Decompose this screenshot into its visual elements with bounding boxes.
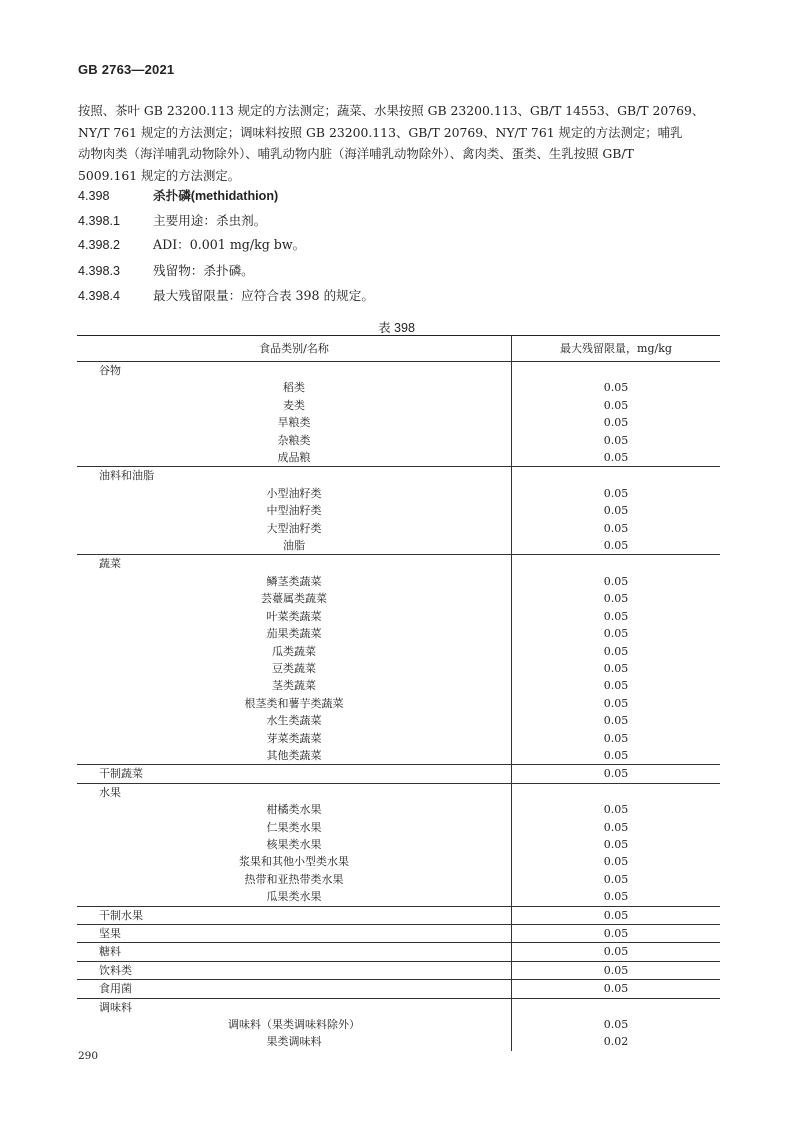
table-header-row: [77, 336, 720, 362]
table-row: [77, 379, 720, 396]
subcategory-cell: 热带和亚热带类水果: [77, 871, 512, 888]
table-row: [77, 906, 720, 924]
subcategory-cell: 浆果和其他小型类水果: [77, 853, 512, 870]
table-row: [77, 836, 720, 853]
section-title-cn: 杀扑磷: [153, 188, 191, 203]
subcategory-cell: 成品粮: [77, 449, 512, 467]
subcategory-cell: 豆类蔬菜: [77, 660, 512, 677]
item-number: 4.398.2: [78, 238, 121, 252]
table-row: [77, 485, 720, 502]
intro-line: NY/T 761 规定的方法测定；调味料按照 GB 23200.113、GB/T 20769、NY/T 761 规定的方法测定；哺乳: [78, 124, 683, 140]
table-row: [77, 397, 720, 414]
table-row: [77, 573, 720, 590]
category-cell: 谷物: [77, 362, 512, 380]
table-row: [77, 660, 720, 677]
category-cell: 饮料类: [77, 961, 512, 979]
section-item: [78, 287, 738, 305]
mrl-value-cell: 0.05: [512, 943, 721, 961]
subcategory-cell: 瓜类蔬菜: [77, 643, 512, 660]
section-item: [78, 236, 738, 254]
section-item: [78, 262, 738, 280]
mrl-value-cell: 0.05: [512, 980, 721, 998]
header-food-category: 食品类别/名称: [77, 336, 512, 362]
table-row: [77, 819, 720, 836]
category-cell: 坚果: [77, 925, 512, 943]
table-row: [77, 765, 720, 783]
section-title: [153, 188, 278, 203]
mrl-value-cell: 0.05: [603, 661, 629, 675]
category-cell: 油料和油脂: [77, 467, 512, 485]
table-row: [77, 555, 720, 573]
mrl-value-cell: [512, 783, 721, 801]
mrl-value-cell: 0.05: [512, 747, 721, 765]
intro-line: 5009.161 规定的方法测定。: [78, 167, 241, 183]
section-heading: [78, 187, 738, 205]
intro-paragraph: [78, 100, 718, 186]
table-row: [77, 871, 720, 888]
section-item: [78, 212, 738, 230]
item-text: 主要用途：杀虫剂。: [153, 213, 267, 228]
mrl-value-cell: 0.05: [603, 679, 629, 693]
intro-line: 动物肉类（海洋哺乳动物除外）、哺乳动物内脏（海洋哺乳动物除外）、禽肉类、蛋类、生乳按照 GB/T: [78, 146, 634, 161]
mrl-value-cell: [512, 555, 721, 573]
subcategory-cell: 果类调味料: [77, 1033, 512, 1050]
mrl-value-cell: [512, 467, 721, 485]
mrl-value-cell: 0.05: [603, 837, 629, 851]
subcategory-cell: 旱粮类: [77, 414, 512, 431]
table-row: [77, 1016, 720, 1033]
section-title-en: (methidathion): [190, 189, 279, 203]
category-cell: 蔬菜: [77, 555, 512, 573]
table-row: [77, 643, 720, 660]
subcategory-cell: 其他类蔬菜: [77, 747, 512, 765]
mrl-value-cell: 0.05: [603, 820, 629, 834]
mrl-value-cell: 0.05: [512, 961, 721, 979]
mrl-value-cell: 0.05: [603, 433, 629, 447]
table-row: [77, 537, 720, 555]
subcategory-cell: 大型油籽类: [77, 520, 512, 537]
subcategory-cell: 稻类: [77, 379, 512, 396]
category-cell: 干制水果: [77, 906, 512, 924]
mrl-value-cell: 0.05: [512, 765, 721, 783]
table-row: [77, 980, 720, 998]
mrl-value-cell: 0.05: [603, 803, 629, 817]
mrl-value-cell: 0.05: [512, 449, 721, 467]
mrl-value-cell: [512, 362, 721, 380]
mrl-value-cell: 0.05: [603, 381, 629, 395]
item-text: ADI：0.001 mg/kg bw。: [153, 237, 306, 252]
mrl-value-cell: 0.05: [512, 925, 721, 943]
mrl-value-cell: 0.05: [603, 696, 629, 710]
mrl-value-cell: 0.05: [512, 888, 721, 906]
subcategory-cell: 芸薹属类蔬菜: [77, 590, 512, 607]
table-row: [77, 998, 720, 1016]
mrl-value-cell: 0.05: [603, 416, 629, 430]
table-row: [77, 853, 720, 870]
mrl-value-cell: 0.05: [603, 855, 629, 869]
table-row: [77, 730, 720, 747]
mrl-value-cell: 0.05: [603, 486, 629, 500]
category-cell: 干制蔬菜: [77, 765, 512, 783]
item-number: 4.398.4: [78, 289, 121, 303]
table-row: [77, 961, 720, 979]
mrl-value-cell: 0.05: [603, 1018, 629, 1032]
table-row: [77, 414, 720, 431]
table-row: [77, 362, 720, 380]
subcategory-cell: 茎类蔬菜: [77, 677, 512, 694]
table-row: [77, 943, 720, 961]
table-row: [77, 677, 720, 694]
mrl-value-cell: 0.05: [603, 592, 629, 606]
subcategory-cell: 瓜果类水果: [77, 888, 512, 906]
table-row: [77, 520, 720, 537]
table-row: [77, 747, 720, 765]
mrl-value-cell: 0.05: [512, 537, 721, 555]
table-row: [77, 801, 720, 818]
mrl-value-cell: 0.05: [603, 521, 629, 535]
category-cell: 调味料: [77, 998, 512, 1016]
subcategory-cell: 仁果类水果: [77, 819, 512, 836]
item-text: 残留物：杀扑磷。: [153, 263, 254, 278]
category-cell: 糖料: [77, 943, 512, 961]
table-row: [77, 590, 720, 607]
table-row: [77, 432, 720, 449]
subcategory-cell: 中型油籽类: [77, 502, 512, 519]
item-number: 4.398.3: [78, 264, 121, 278]
standard-code: GB 2763—2021: [78, 62, 175, 77]
item-number: 4.398.1: [78, 214, 121, 228]
subcategory-cell: 油脂: [77, 537, 512, 555]
table-row: [77, 925, 720, 943]
table-row: [77, 502, 720, 519]
subcategory-cell: 小型油籽类: [77, 485, 512, 502]
mrl-value-cell: 0.05: [603, 574, 629, 588]
table-row: [77, 625, 720, 642]
item-text: 最大残留限量：应符合表 398 的规定。: [153, 288, 374, 303]
mrl-value-cell: 0.05: [603, 644, 629, 658]
mrl-value-cell: 0.05: [603, 609, 629, 623]
table-row: [77, 608, 720, 625]
table-row: [77, 888, 720, 906]
category-cell: 食用菌: [77, 980, 512, 998]
table-row: [77, 712, 720, 729]
table-body: [77, 362, 720, 1051]
subcategory-cell: 麦类: [77, 397, 512, 414]
mrl-value-cell: [512, 998, 721, 1016]
subcategory-cell: 芽菜类蔬菜: [77, 730, 512, 747]
subcategory-cell: 叶菜类蔬菜: [77, 608, 512, 625]
mrl-table: [77, 335, 720, 1051]
table-row: [77, 783, 720, 801]
subcategory-cell: 茄果类蔬菜: [77, 625, 512, 642]
subcategory-cell: 根茎类和薯芋类蔬菜: [77, 695, 512, 712]
table-caption: 表 398: [377, 321, 416, 335]
page-number: 290: [78, 1050, 99, 1062]
mrl-value-cell: 0.05: [603, 398, 629, 412]
mrl-value-cell: 0.05: [603, 504, 629, 518]
mrl-value-cell: 0.05: [603, 714, 629, 728]
section-number: 4.398: [78, 189, 110, 203]
subcategory-cell: 柑橘类水果: [77, 801, 512, 818]
mrl-value-cell: 0.05: [603, 731, 629, 745]
table-row: [77, 1033, 720, 1050]
subcategory-cell: 核果类水果: [77, 836, 512, 853]
subcategory-cell: 鳞茎类蔬菜: [77, 573, 512, 590]
mrl-value-cell: 0.05: [603, 627, 629, 641]
mrl-value-cell: 0.05: [512, 906, 721, 924]
table-row: [77, 467, 720, 485]
subcategory-cell: 调味料（果类调味料除外）: [77, 1016, 512, 1033]
mrl-value-cell: 0.05: [603, 872, 629, 886]
category-cell: 水果: [77, 783, 512, 801]
subcategory-cell: 水生类蔬菜: [77, 712, 512, 729]
subcategory-cell: 杂粮类: [77, 432, 512, 449]
mrl-value-cell: 0.02: [603, 1035, 629, 1049]
table-row: [77, 695, 720, 712]
table-row: [77, 449, 720, 467]
header-mrl: 最大残留限量，mg/kg: [512, 336, 721, 362]
intro-line: 按照、茶叶 GB 23200.113 规定的方法测定；蔬菜、水果按照 GB 23200.113、GB/T 14553、GB/T 20769、: [78, 103, 705, 118]
